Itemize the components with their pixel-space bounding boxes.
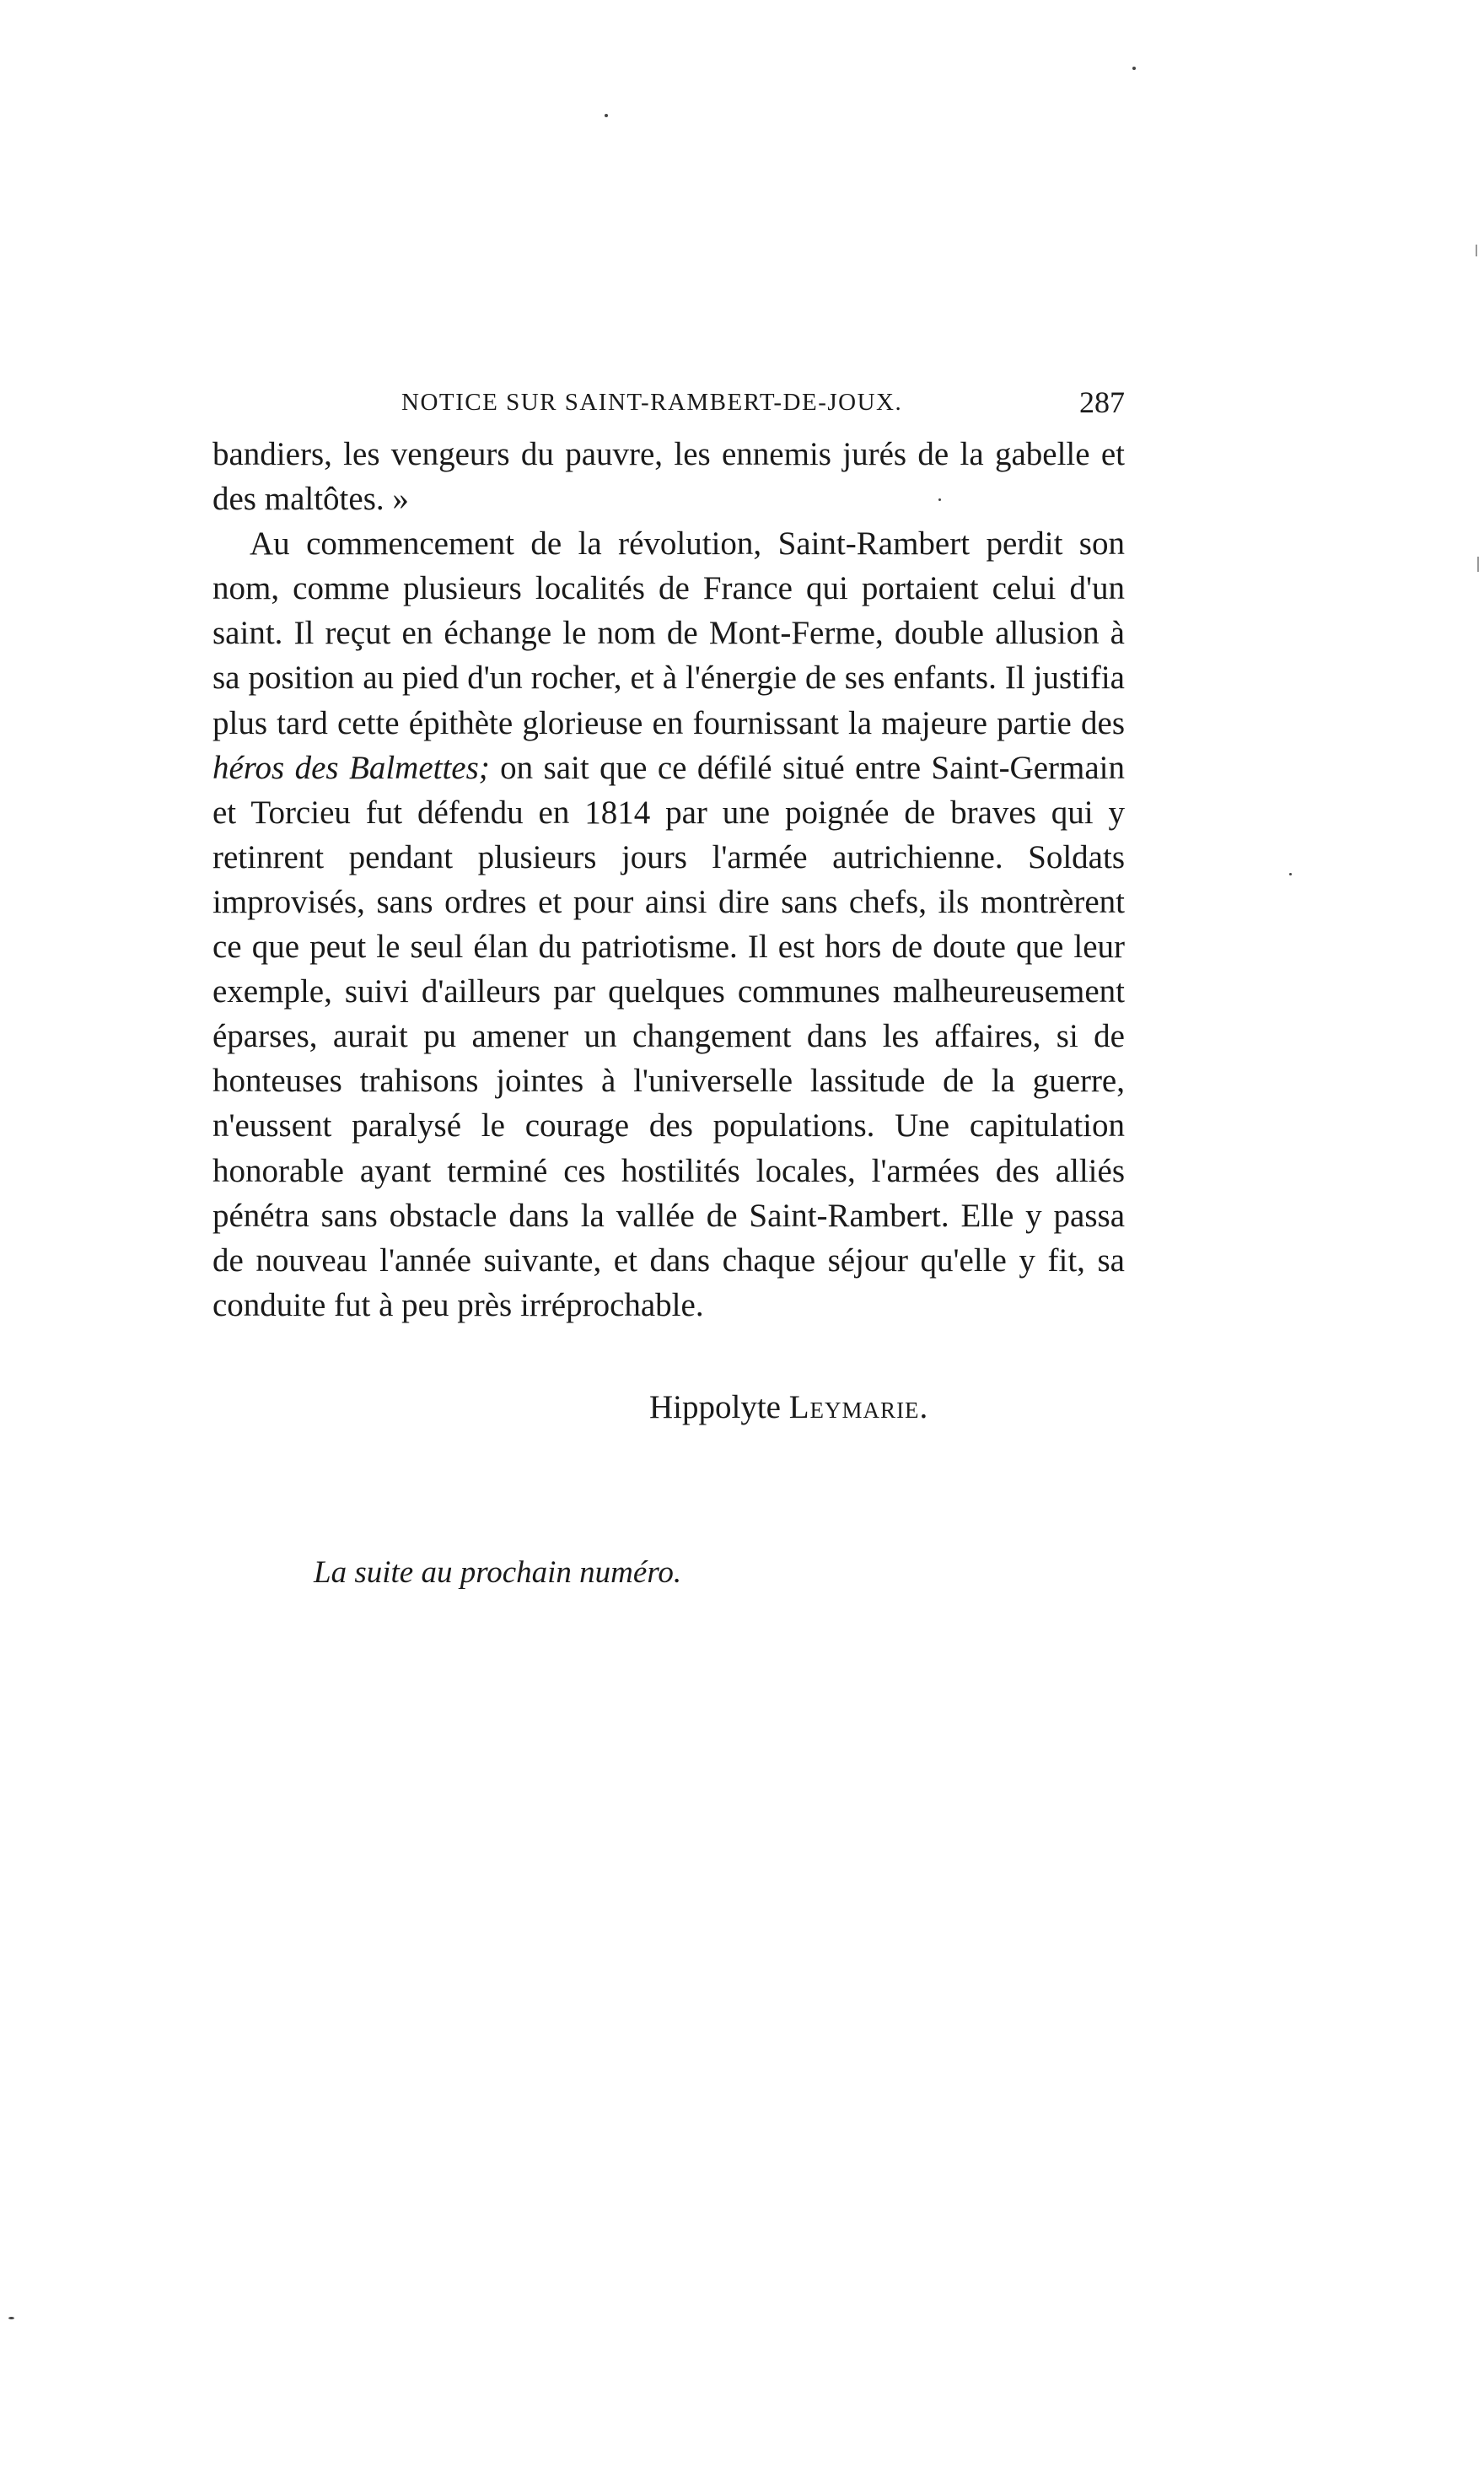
author-first-name: Hippolyte <box>649 1389 781 1425</box>
paragraph-2-italic: héros des Balmettes; <box>212 749 490 786</box>
scan-speck <box>938 498 941 501</box>
body-text <box>212 432 1125 1328</box>
paragraph-1 <box>212 432 1125 521</box>
header-title: NOTICE SUR SAINT-RAMBERT-DE-JOUX. <box>401 389 903 416</box>
paragraph-2-text-a: Au commencement de la révolution, Saint-Rambert perdit son nom, comme plusieurs localités de France qui portaient celui d'un saint. Il reçut en échange le nom de Mont-Ferme, double allusion à sa position au pied d'un rocher, et à l'énergie de ses enfants. Il justifia plus tard cette épithète glorieuse en fournissant la majeure partie des <box>212 525 1125 741</box>
paragraph-2-text-b: on sait que ce défilé situé entre Saint-Germain et Torcieu fut défendu en 1814 par une poignée de braves qui y retinrent pendant plusieurs jours l'armée autrichienne. Soldats improvisés, sans ordres et pour ainsi dire sans chefs, ils montrèrent ce que peut le seul élan du patriotisme. Il est hors de doute que leur exemple, suivi d'ailleurs par quelques communes malheureusement éparses, aurait pu amener un changement dans les affaires, si de honteuses trahisons jointes à l'universelle lassitude de la guerre, n'eussent paralysé le courage des populations. Une capitulation honorable ayant terminé ces hostilités locales, l'armées des alliés pénétra sans obstacle dans la vallée de Saint-Rambert. Elle y passa de nouveau l'année suivante, et dans chaque séjour qu'elle y fit, sa conduite fut à peu près irréprochable. <box>212 749 1126 1323</box>
scan-speck <box>1289 873 1292 875</box>
scan-speck <box>1132 67 1136 70</box>
running-header <box>214 381 1125 423</box>
page-number: 287 <box>1079 385 1125 419</box>
scan-edge-mark <box>1476 245 1477 256</box>
author-last-name: Leymarie. <box>788 1389 929 1425</box>
scan-speck <box>605 114 608 117</box>
scan-edge-mark <box>1477 557 1479 572</box>
scan-speck <box>8 2317 14 2319</box>
paragraph-1-text: bandiers, les vengeurs du pauvre, les ennemis jurés de la gabelle et des maltôtes. » <box>212 436 1125 518</box>
author-signature <box>649 1385 928 1430</box>
continuation-note: La suite au prochain numéro. <box>314 1555 682 1590</box>
paragraph-2 <box>212 521 1125 1328</box>
